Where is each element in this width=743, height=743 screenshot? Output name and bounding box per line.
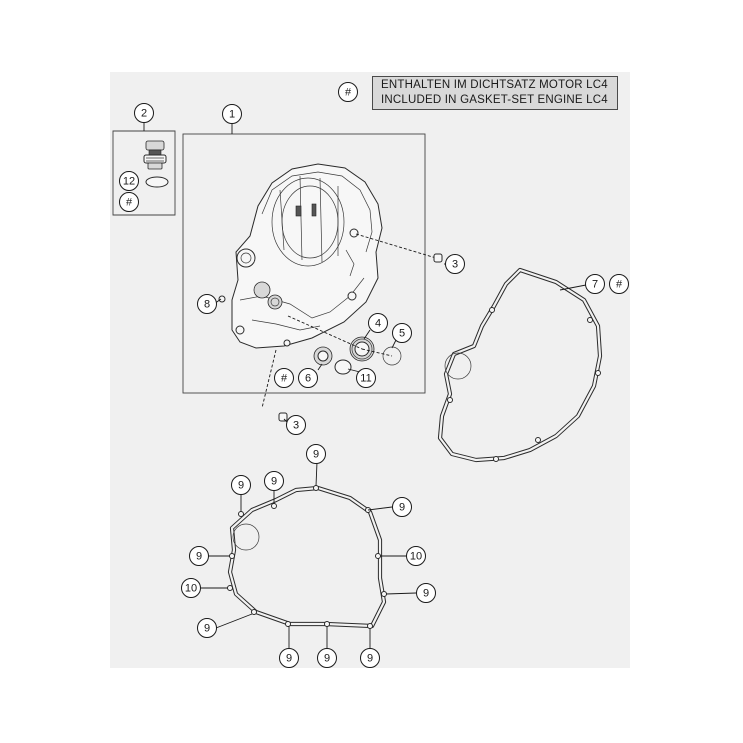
callout-label: 7 — [591, 278, 599, 291]
callout-hash-b — [610, 275, 629, 294]
callout-hash-legend — [339, 83, 358, 102]
callout-balloons — [120, 83, 629, 668]
callout-hash-c — [275, 369, 294, 388]
callout-9h — [280, 649, 299, 668]
callout-label: 3 — [292, 419, 300, 432]
callout-label: 10 — [184, 582, 198, 595]
callout-label: 11 — [360, 372, 372, 385]
callout-9g — [198, 619, 217, 638]
callout-9a — [307, 445, 326, 464]
callout-label: 9 — [203, 622, 211, 635]
clutch-cover-part — [232, 164, 382, 348]
clutch-cover-gasket — [440, 270, 601, 462]
seal-ring-part — [335, 360, 351, 374]
callout-label: 6 — [304, 372, 312, 385]
callout-label: 9 — [195, 550, 203, 563]
callout-label: 4 — [374, 317, 382, 330]
callout-hash-a — [120, 193, 139, 212]
callout-label: 9 — [237, 479, 245, 492]
callout-label: 5 — [398, 327, 406, 340]
callout-label: 2 — [140, 107, 148, 120]
callout-3a — [446, 255, 465, 274]
callout-8 — [198, 295, 217, 314]
o-ring-part — [146, 177, 168, 187]
plug-screw-part — [219, 296, 225, 302]
callout-6 — [299, 369, 318, 388]
callout-3b — [287, 416, 306, 435]
callout-5 — [393, 324, 412, 343]
callout-label: 1 — [228, 108, 236, 121]
callout-label: # — [125, 196, 133, 209]
callout-label: 10 — [409, 550, 423, 563]
callout-9j — [361, 649, 380, 668]
callout-11 — [357, 369, 376, 388]
callout-label: # — [280, 372, 288, 385]
inner-cover-gasket — [228, 486, 387, 629]
callout-7 — [586, 275, 605, 294]
callout-4 — [369, 314, 388, 333]
callout-label: # — [615, 278, 623, 291]
callout-12 — [120, 172, 139, 191]
callout-label: # — [344, 86, 352, 99]
clutch-cover-assembly-group — [183, 124, 425, 393]
callout-label: 9 — [323, 652, 331, 665]
callout-9e — [190, 547, 209, 566]
callout-9i — [318, 649, 337, 668]
callout-label: 8 — [203, 298, 211, 311]
callout-label: 9 — [366, 652, 374, 665]
callout-label: 12 — [122, 175, 136, 188]
callout-9b — [232, 476, 251, 495]
shaft-seal-part — [314, 347, 332, 365]
callout-10b — [182, 579, 201, 598]
callout-9d — [393, 498, 412, 517]
callout-label: 9 — [285, 652, 293, 665]
callout-10a — [407, 547, 426, 566]
callout-label: 9 — [398, 501, 406, 514]
callout-label: 3 — [451, 258, 459, 271]
oil-filler-plug-part — [144, 141, 166, 169]
callout-1 — [223, 105, 242, 124]
callout-label: 9 — [312, 448, 320, 461]
callout-9c — [265, 472, 284, 491]
callout-9f — [417, 584, 436, 603]
callout-label: 9 — [422, 587, 430, 600]
callout-label: 9 — [270, 475, 278, 488]
legend-line-english: INCLUDED IN GASKET-SET ENGINE LC4 — [381, 94, 608, 106]
callout-2 — [135, 104, 154, 123]
legend-line-german: ENTHALTEN IM DICHTSATZ MOTOR LC4 — [381, 79, 608, 91]
